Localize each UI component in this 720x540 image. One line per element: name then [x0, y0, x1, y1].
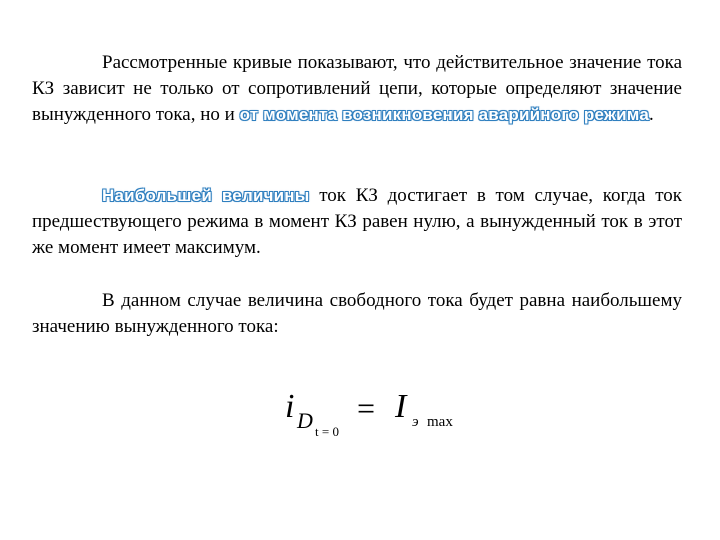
highlight-moment-of-fault: от момента возникновения аварийного режима: [239, 105, 650, 124]
paragraph1-end: .: [649, 104, 654, 125]
formula-rhs-max: max: [427, 414, 453, 430]
formula-lhs-subsub: t = 0: [315, 424, 339, 439]
formula-lhs-subscript: D: [297, 408, 313, 433]
paragraph-current-dependence: [32, 50, 682, 128]
highlight-greatest-value: Наибольшей величины: [102, 186, 310, 205]
formula-equals: =: [357, 390, 376, 426]
formula-rhs-subscript: э: [412, 414, 419, 430]
paragraph1-text: Рассмотренные кривые показывают, что действительное значение тока КЗ зависит не только от сопротивлений цепи, которые определяют значение вынужденного тока, но и: [32, 52, 682, 125]
formula-rhs-symbol: I: [395, 388, 407, 425]
paragraph3-text: В данном случае величина свободного тока будет равна наибольшему значению вынужденного тока:: [32, 290, 682, 337]
formula-lhs-symbol: i: [285, 388, 295, 425]
formula-free-current: [285, 388, 485, 448]
paragraph-free-current: [32, 288, 682, 340]
paragraph-max-condition: [32, 183, 682, 261]
paragraph2-text: ток КЗ достигает в том случае, когда ток предшествующего режима в момент КЗ равен нулю, а вынужденный ток в этот же момент имеет максимум.: [32, 185, 682, 258]
